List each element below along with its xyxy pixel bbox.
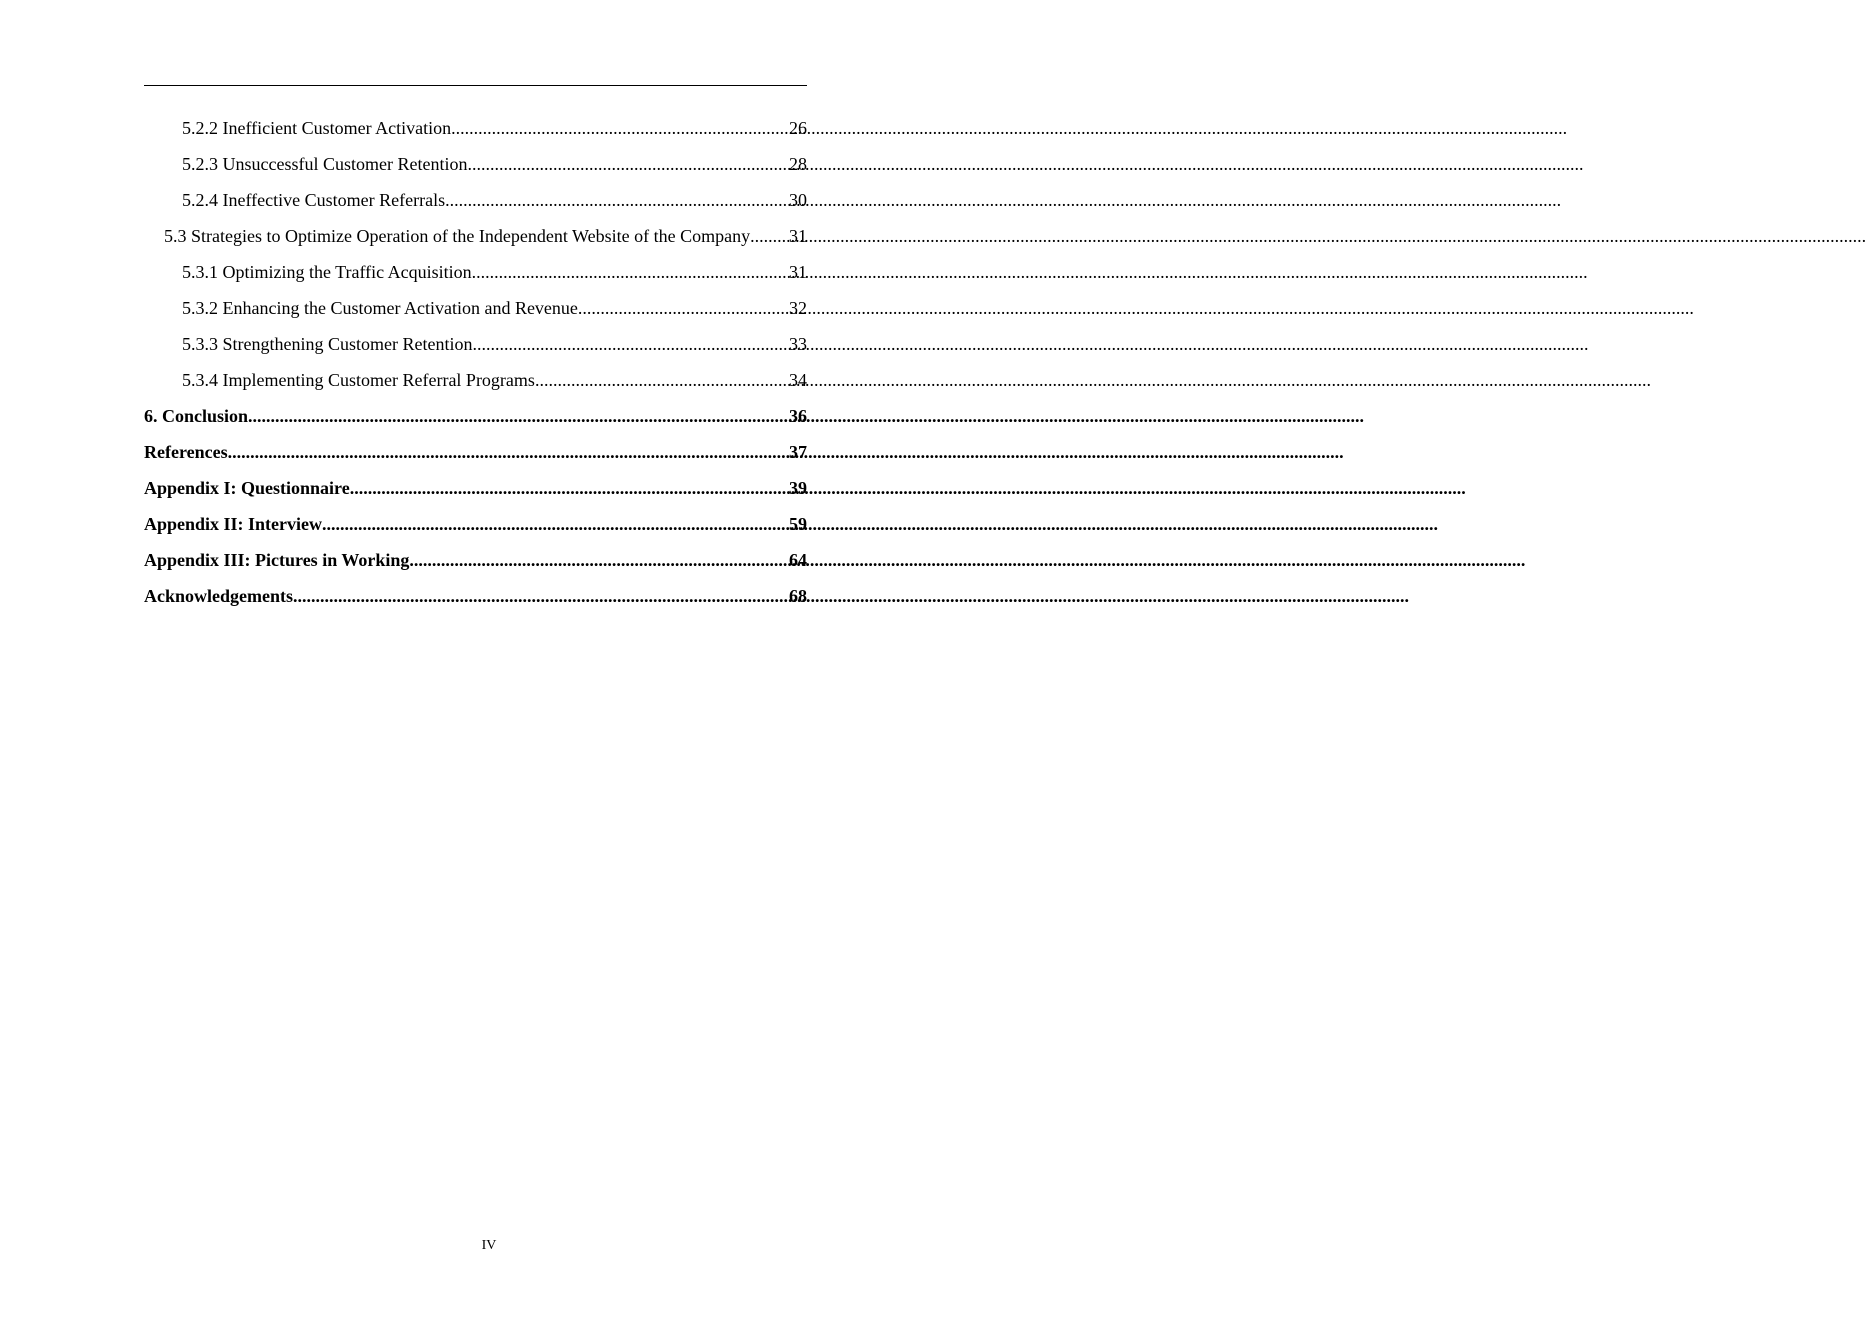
toc-entry-page: 68 <box>789 586 807 606</box>
dot-leader <box>409 542 789 578</box>
toc-entry-title: 5.3.4 Implementing Customer Referral Programs <box>182 370 535 390</box>
dot-leader <box>578 290 789 326</box>
toc-entry-appendix-iii[interactable] <box>144 542 807 578</box>
dot-leader <box>451 110 789 146</box>
dot-leader <box>472 254 789 290</box>
toc-entry-references[interactable] <box>144 434 807 470</box>
toc-entry-page: 31 <box>789 262 807 282</box>
toc-entry-5-3-3[interactable] <box>144 326 807 362</box>
toc-entry-page: 37 <box>789 442 807 462</box>
dot-leader <box>535 362 789 398</box>
toc-entry-acknowledgements[interactable] <box>144 578 807 614</box>
toc-entry-title: 6. Conclusion <box>144 406 249 426</box>
toc-entry-title: 5.3.1 Optimizing the Traffic Acquisition <box>182 262 472 282</box>
toc-entry-title: 5.3.3 Strengthening Customer Retention <box>182 334 473 354</box>
toc-entry-page: 31 <box>789 226 807 246</box>
dot-leader <box>248 398 789 434</box>
dot-leader <box>467 146 789 182</box>
dot-leader <box>445 182 789 218</box>
dot-leader <box>350 470 789 506</box>
toc-entry-title: 5.2.3 Unsuccessful Customer Retention <box>182 154 468 174</box>
header-rule <box>144 85 807 86</box>
toc-entry-title: 5.2.4 Ineffective Customer Referrals <box>182 190 446 210</box>
toc-entry-page: 59 <box>789 514 807 534</box>
toc-entry-page: 30 <box>789 190 807 210</box>
dot-leader <box>750 218 789 254</box>
toc-entry-page: 36 <box>789 406 807 426</box>
toc-entry-title: 5.3.2 Enhancing the Customer Activation and Revenue <box>182 298 578 318</box>
toc-entry-title: Appendix III: Pictures in Working <box>144 550 410 570</box>
dot-leader <box>293 578 789 614</box>
toc-entry-page: 64 <box>789 550 807 570</box>
toc-entry-title: Acknowledgements <box>144 586 293 606</box>
toc-entry-5-3-1[interactable] <box>144 254 807 290</box>
toc-entry-5-3[interactable] <box>144 218 807 254</box>
toc-entry-appendix-ii[interactable] <box>144 506 807 542</box>
toc-entry-appendix-i[interactable] <box>144 470 807 506</box>
toc-entry-page: 28 <box>789 154 807 174</box>
dot-leader <box>472 326 789 362</box>
toc-entry-5-2-4[interactable] <box>144 182 807 218</box>
dot-leader <box>228 434 789 470</box>
toc-entry-title: 5.3 Strategies to Optimize Operation of the Independent Website of the Company <box>164 226 751 246</box>
toc-entry-page: 39 <box>789 478 807 498</box>
toc-entry-conclusion[interactable] <box>144 398 807 434</box>
toc-entry-title: Appendix I: Questionnaire <box>144 478 350 498</box>
toc-entry-page: 26 <box>789 118 807 138</box>
toc-entry-title: Appendix II: Interview <box>144 514 323 534</box>
toc-entry-5-2-2[interactable] <box>144 110 807 146</box>
toc-entry-5-3-4[interactable] <box>144 362 807 398</box>
toc-entry-title: References <box>144 442 228 462</box>
page-number: IV <box>481 1238 497 1253</box>
toc-entry-page: 32 <box>789 298 807 318</box>
toc-entry-title: 5.2.2 Inefficient Customer Activation <box>182 118 452 138</box>
toc-entry-5-2-3[interactable] <box>144 146 807 182</box>
dot-leader <box>322 506 789 542</box>
toc-entry-page: 33 <box>789 334 807 354</box>
toc-entry-5-3-2[interactable] <box>144 290 807 326</box>
table-of-contents <box>144 110 807 614</box>
toc-entry-page: 34 <box>789 370 807 390</box>
